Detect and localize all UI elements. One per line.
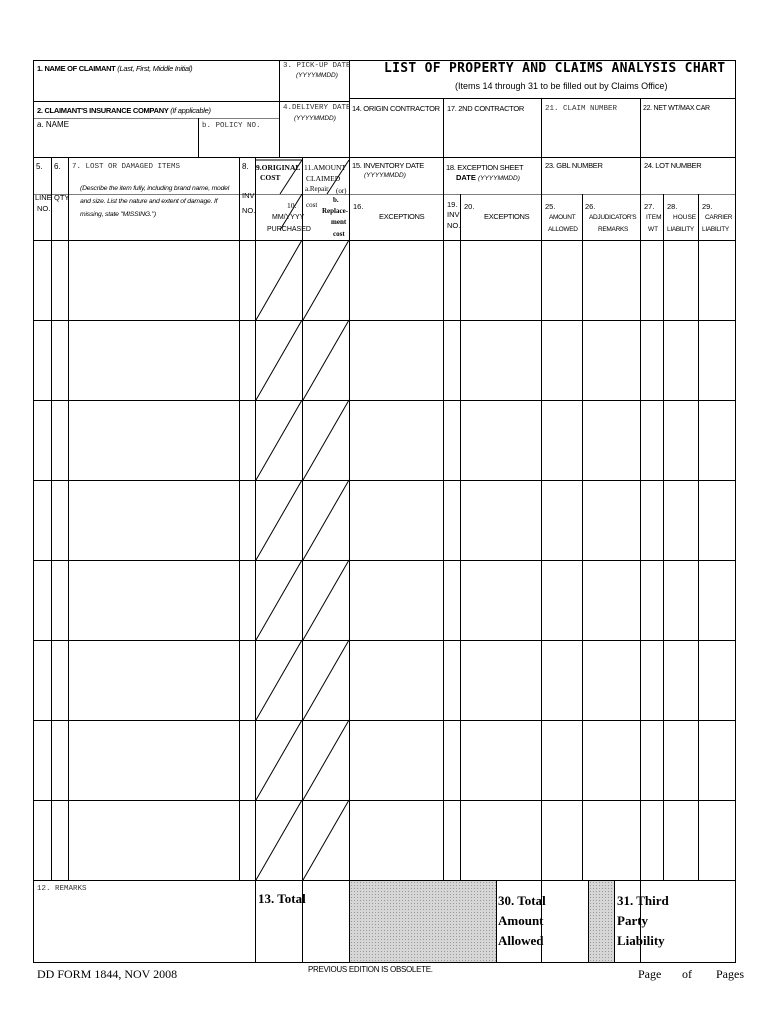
col-18-label: 18. EXCEPTION SHEET (446, 163, 524, 172)
total-31-input[interactable] (664, 881, 735, 962)
col-28-label: 28. (667, 202, 678, 211)
field-3-format: (YYYYMMDD) (296, 72, 338, 79)
remarks-input[interactable] (34, 896, 255, 962)
col-6-label: 6. (54, 162, 61, 171)
field-14-label: 14. ORIGIN CONTRACTOR (352, 104, 440, 113)
col-20-label: 20. (464, 202, 475, 211)
col-5-no: NO. (37, 204, 51, 213)
col-7-description: (Describe the item fully, including brand name, model and size. List the nature and extent of damage. If missing, state "MISSING.") (80, 185, 230, 218)
total-30-input[interactable] (542, 881, 588, 962)
col-16-label: 16. (353, 202, 364, 211)
col-24-label: 24. LOT NUMBER (644, 161, 702, 170)
col-11-replace: Replace- (322, 207, 349, 215)
total-13-label: 13. Total (258, 891, 306, 906)
col-6-qty: QTY (54, 193, 70, 202)
total-13-input[interactable] (303, 881, 349, 962)
col-9-label: 9.ORIGINAL (256, 163, 301, 172)
table-row[interactable] (34, 241, 735, 320)
col-16-exceptions: EXCEPTIONS (379, 212, 425, 221)
col-5-label: 5. (36, 162, 43, 171)
col-8-inv: INV (242, 191, 255, 200)
col-15-format: (YYYYMMDD) (364, 172, 406, 179)
field-22-label: 22. NET WT/MAX CAR (643, 105, 710, 112)
field-2b-label: b. POLICY NO. (202, 122, 261, 130)
col-11-label: 11.AMOUNT (304, 163, 347, 172)
form-subtitle: (Items 14 through 31 to be filled out by Claims Office) (455, 81, 668, 91)
col-15-label: 15. INVENTORY DATE (352, 161, 424, 170)
of-label: of (682, 967, 692, 981)
field-2a-label: a. NAME (37, 120, 70, 129)
col-8-label: 8. (242, 162, 249, 171)
col-10-cost: cost (306, 201, 318, 209)
field-21-label: 21. CLAIM NUMBER (545, 105, 618, 113)
col-19-inv: INV (447, 210, 460, 219)
col-25-label: 25. (545, 202, 556, 211)
total-31-label: 31. Third Party Liability (617, 893, 669, 948)
col-26-label: 26. (585, 202, 596, 211)
form-title: LIST OF PROPERTY AND CLAIMS ANALYSIS CHART (384, 61, 726, 76)
policy-number-input[interactable] (199, 132, 279, 157)
col-26-adjudicator: ADJUDICATOR'S (589, 214, 637, 221)
col-5-line: LINE (35, 193, 52, 202)
col-23-label: 23. GBL NUMBER (545, 161, 603, 170)
col-11-claimed: CLAIMED (306, 174, 341, 183)
col-27-item: ITEM (646, 214, 662, 221)
col-25-amount: AMOUNT (549, 214, 576, 221)
page-label: Page (638, 967, 662, 981)
col-26-remarks: REMARKS (598, 226, 629, 233)
pages-label: Pages (716, 967, 744, 981)
col-27-wt: WT (648, 226, 659, 233)
col-8-no: NO. (242, 206, 256, 215)
remarks-label: 12. REMARKS (37, 885, 87, 893)
col-18-date: DATE (YYYYMMDD) (456, 173, 520, 182)
table-row[interactable] (34, 721, 735, 800)
table-row[interactable] (34, 481, 735, 560)
claimant-name-input[interactable] (34, 74, 279, 101)
insurance-name-input[interactable] (34, 130, 198, 157)
obsolete-notice: PREVIOUS EDITION IS OBSOLETE. (308, 965, 433, 974)
col-9-cost: COST (260, 173, 281, 182)
col-19-no: NO. (447, 221, 461, 230)
field-4-format: (YYYYMMDD) (294, 115, 336, 122)
field-1-label: 1. NAME OF CLAIMANT (Last, First, Middle Initial) (37, 64, 193, 73)
col-7-label: 7. LOST OR DAMAGED ITEMS (72, 163, 181, 171)
col-29-label: 29. (702, 202, 713, 211)
pickup-date-input[interactable] (280, 80, 349, 101)
table-row[interactable] (34, 321, 735, 400)
col-11-ment: ment (331, 218, 347, 226)
form-number: DD FORM 1844, NOV 2008 (37, 967, 178, 981)
col-10-label: 10. (287, 201, 297, 210)
col-29-liability: LIABILITY (702, 226, 729, 233)
delivery-date-input[interactable] (280, 124, 349, 157)
table-row[interactable] (34, 801, 735, 880)
col-25-allowed: ALLOWED (548, 226, 578, 233)
col-9-date-format: MM/YYYY (272, 214, 305, 221)
field-4-label: 4.DELIVERY DATE (283, 104, 351, 112)
field-17-label: 17. 2ND CONTRACTOR (447, 104, 524, 113)
col-28-house: HOUSE (673, 214, 697, 221)
col-9-purchased: PURCHASED (267, 226, 311, 233)
col-11-or: (or) (336, 187, 347, 195)
col-28-liability: LIABILITY (667, 226, 694, 233)
field-2-label: 2. CLAIMANT'S INSURANCE COMPANY (If applicable) (37, 106, 211, 115)
table-row[interactable] (34, 401, 735, 480)
col-20-exceptions: EXCEPTIONS (484, 212, 530, 221)
field-3-label: 3. PICK-UP DATE (283, 62, 351, 70)
shaded-block-left (350, 881, 496, 962)
col-11-repair: a.Repair (305, 185, 329, 193)
col-29-carrier: CARRIER (705, 214, 733, 221)
col-11-cost: cost (333, 230, 345, 238)
col-27-label: 27. (644, 202, 655, 211)
shaded-block-right (589, 881, 614, 962)
col-11-b: b. (333, 196, 339, 204)
col-19-label: 19. (447, 200, 458, 209)
total-30-label: 30. Total Amount Allowed (498, 893, 546, 948)
table-row[interactable] (34, 641, 735, 720)
table-row[interactable] (34, 561, 735, 640)
